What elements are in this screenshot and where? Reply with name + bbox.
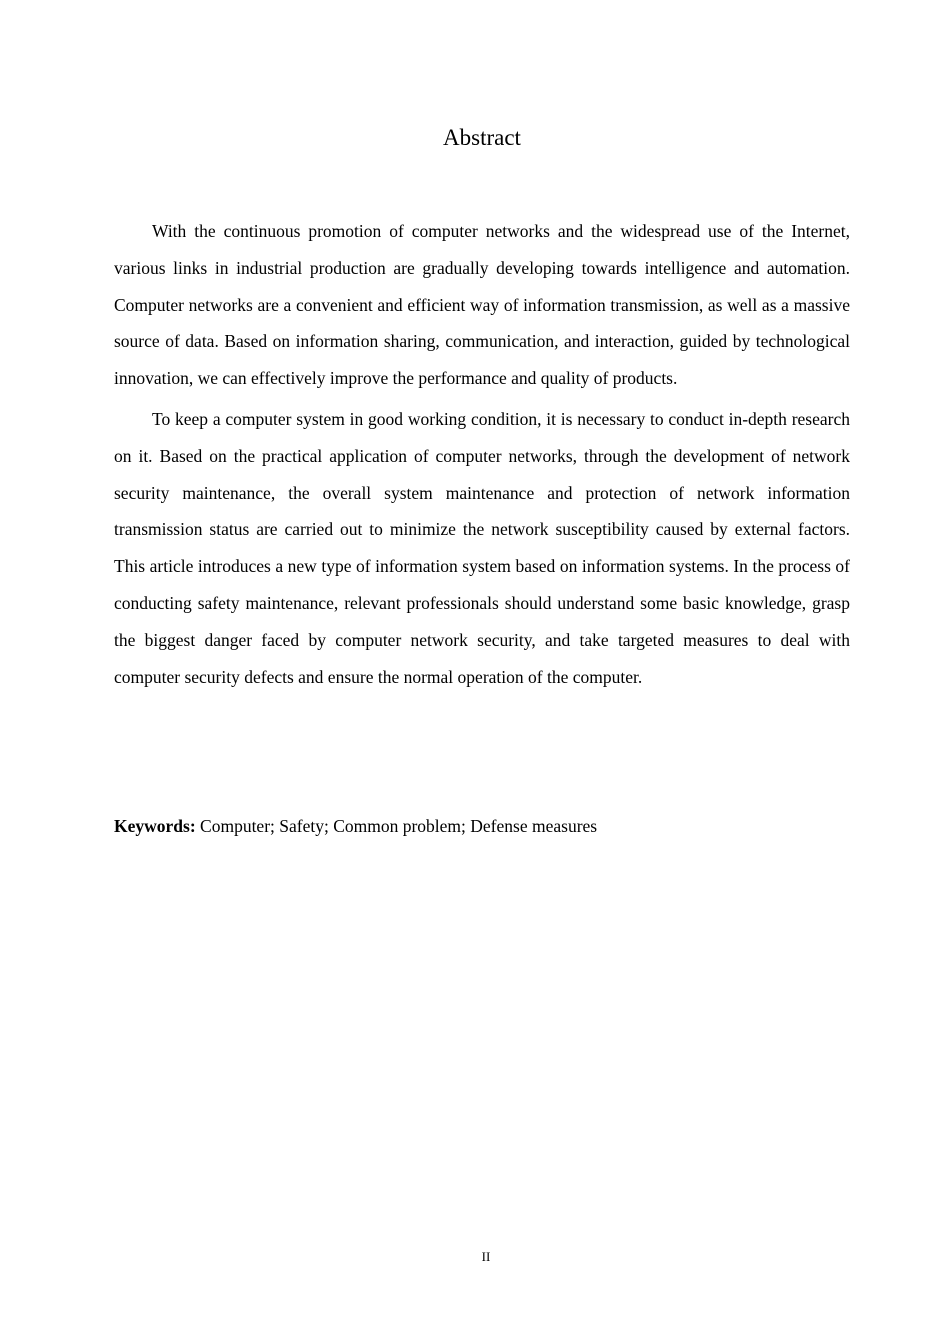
abstract-body bbox=[114, 213, 850, 695]
keywords-label: Keywords: bbox=[114, 816, 196, 836]
keywords-value: Computer; Safety; Common problem; Defense measures bbox=[200, 816, 598, 836]
page-number: II bbox=[481, 1249, 491, 1264]
keywords-line bbox=[114, 810, 850, 842]
abstract-paragraph-1: With the continuous promotion of computer networks and the widespread use of the Internet, various links in industrial production are gradually developing towards intelligence and automation. Computer networks are a convenient and efficient way of information transmission, as well as a massive source of data. Based on information sharing, communication, and interaction, guided by technological innovation, we can effectively improve the performance and quality of products. bbox=[114, 221, 850, 389]
abstract-paragraph-2: To keep a computer system in good working condition, it is necessary to conduct in-depth research on it. Based on the practical application of computer networks, through the development of network security maintenance, the overall system maintenance and protection of network information transmission status are carried out to minimize the network susceptibility caused by external factors. This article introduces a new type of information system based on information systems. In the process of conducting safety maintenance, relevant professionals should understand some basic knowledge, grasp the biggest danger faced by computer network security, and take targeted measures to deal with computer security defects and ensure the normal operation of the computer. bbox=[114, 408, 850, 687]
page-title: Abstract bbox=[443, 125, 521, 150]
